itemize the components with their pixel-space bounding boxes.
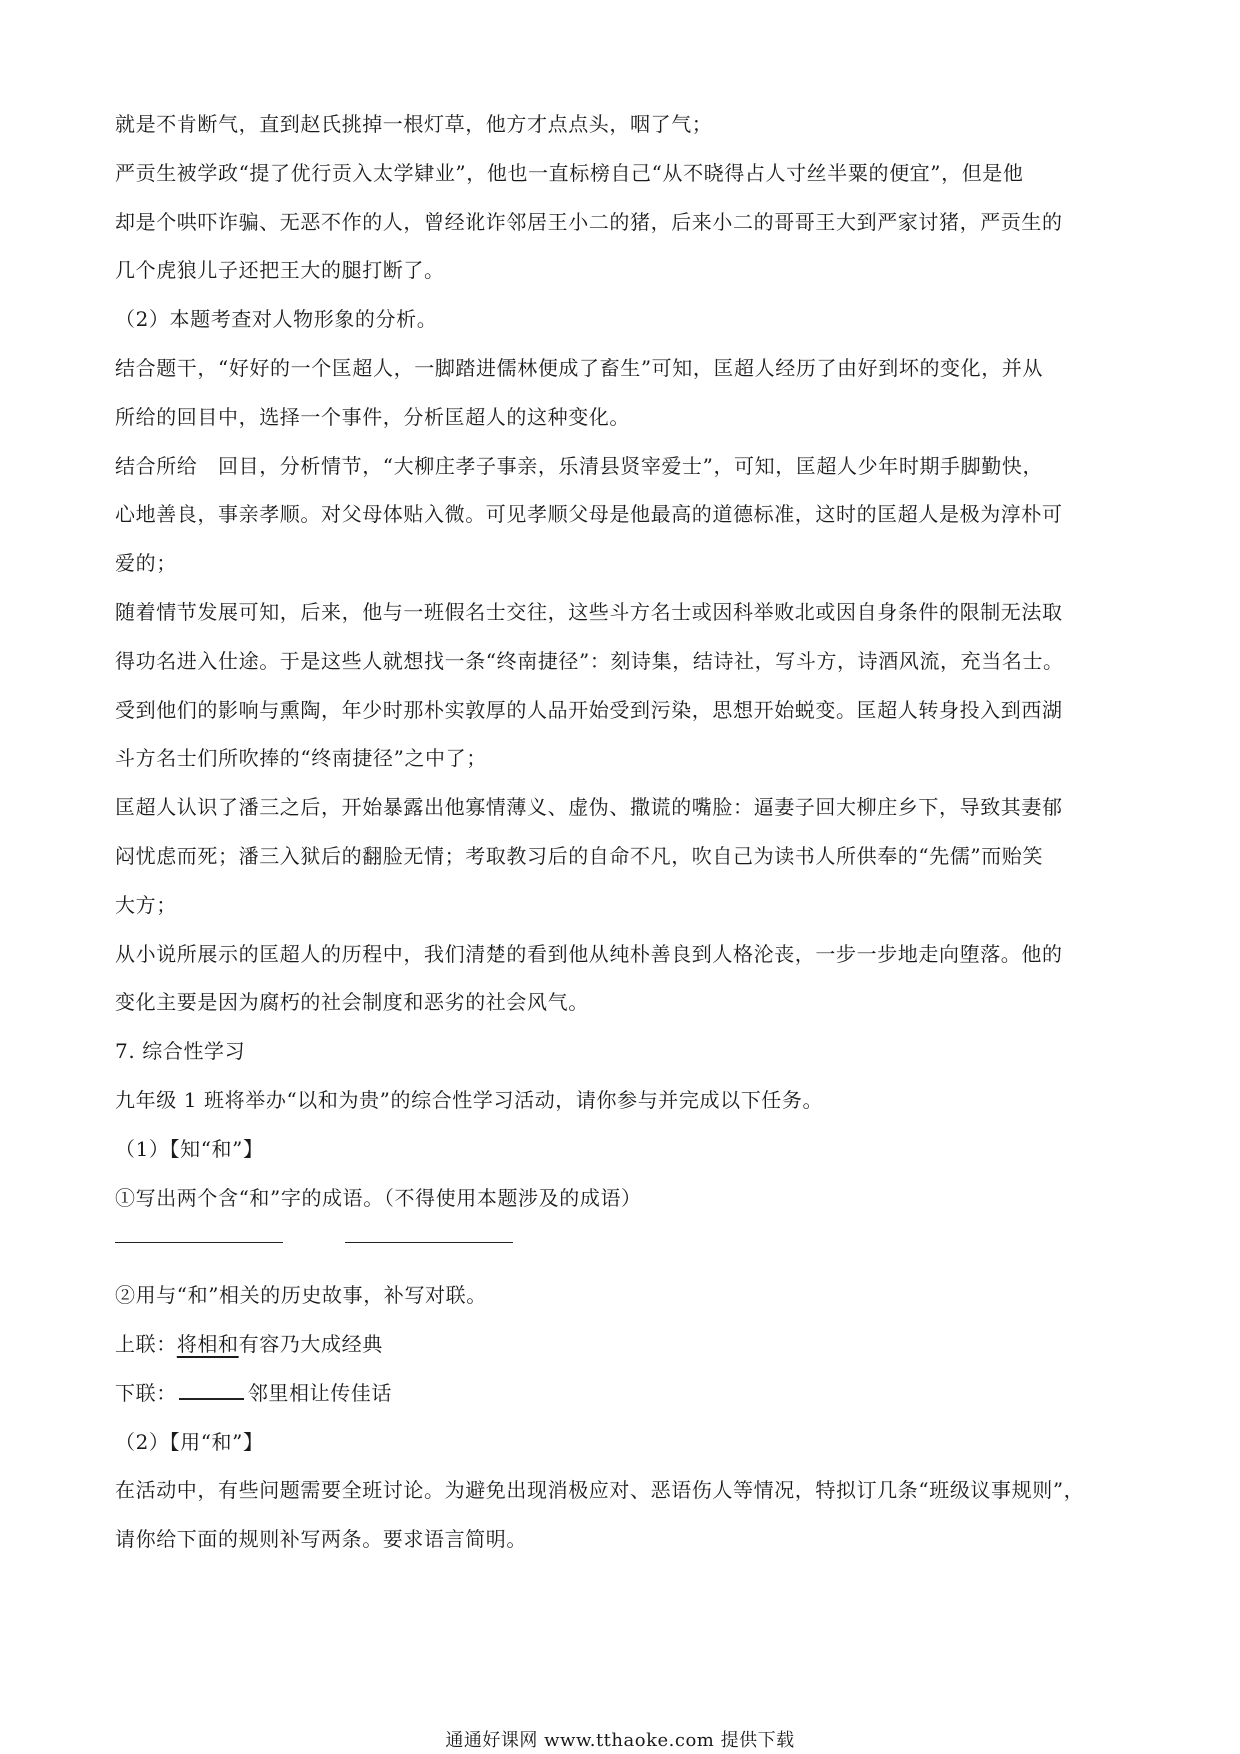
couplet-intro: ②用与“和”相关的历史故事，补写对联。	[115, 1283, 487, 1308]
idiom-answer-blank-2[interactable]	[345, 1242, 513, 1243]
text-line: 请你给下面的规则补写两条。要求语言简明。	[115, 1527, 527, 1552]
text-line: 在活动中，有些问题需要全班讨论。为避免出现消极应对、恶语伤人等情况，特拟订几条“班级议事规则”，	[115, 1478, 1085, 1503]
text-line: 严贡生被学政“提了优行贡入太学肄业”，他也一直标榜自己“从不晓得占人寸丝半粟的便宜”，但是他	[115, 160, 1024, 185]
text-line: 爱的；	[115, 551, 177, 576]
idiom-answer-blank-1[interactable]	[115, 1242, 283, 1243]
text-line: （2）本题考查对人物形象的分析。	[115, 307, 438, 332]
text-line: 受到他们的影响与熏陶，年少时那朴实敦厚的人品开始受到污染，思想开始蜕变。匡超人转身投入到西湖	[115, 697, 1063, 722]
text-line: 匡超人认识了潘三之后，开始暴露出他寡情薄义、虚伪、撒谎的嘴脸：逼妻子回大柳庄乡下，导致其妻郁	[115, 795, 1063, 820]
text-line: 结合所给 回目，分析情节，“大柳庄孝子事亲，乐清县贤宰爱士”，可知，匡超人少年时期手脚勤快，	[115, 453, 1044, 478]
text-line: 大方；	[115, 892, 177, 917]
idiom-answer-blanks	[115, 1222, 1135, 1271]
text-line: 所给的回目中，选择一个事件，分析匡超人的这种变化。	[115, 404, 630, 429]
couplet-lower	[115, 1369, 1135, 1418]
text-line: 变化主要是因为腐朽的社会制度和恶劣的社会风气。	[115, 990, 589, 1015]
couplet-lower-blank[interactable]	[179, 1380, 244, 1400]
text-line: 从小说所展示的匡超人的历程中，我们清楚的看到他从纯朴善良到人格沦丧，一步一步地走向堕落。他的	[115, 941, 1063, 966]
text-line: 结合题干，“好好的一个匡超人，一脚踏进儒林便成了畜生”可知，匡超人经历了由好到坏的变化，并从	[115, 355, 1044, 380]
text-line: 斗方名士们所吹捧的“终南捷径”之中了；	[115, 746, 487, 771]
text-line: ①写出两个含“和”字的成语。（不得使用本题涉及的成语）	[115, 1185, 642, 1210]
text-line: 心地善良，事亲孝顺。对父母体贴入微。可见孝顺父母是他最高的道德标准，这时的匡超人是极为淳朴可	[115, 502, 1063, 527]
couplet-lower-prefix: 下联：	[115, 1380, 177, 1405]
page-footer: 通通好课网 www.tthaoke.com 提供下载	[445, 1730, 795, 1751]
couplet-upper-underlined: 将相和	[176, 1331, 239, 1356]
couplet-upper-prefix: 上联：	[115, 1331, 177, 1356]
text-line: 却是个哄吓诈骗、无恶不作的人，曾经讹诈邻居王小二的猪，后来小二的哥哥王大到严家讨猪，严贡生的	[115, 209, 1063, 234]
text-line: 几个虎狼儿子还把王大的腿打断了。	[115, 258, 445, 283]
text-line: 随着情节发展可知，后来，他与一班假名士交往，这些斗方名士或因科举败北或因自身条件的限制无法取	[115, 599, 1063, 624]
text-line: 得功名进入仕途。于是这些人就想找一条“终南捷径”：刻诗集，结诗社，写斗方，诗酒风流，充当名士。	[115, 648, 1064, 673]
page-content	[115, 100, 1135, 1564]
sub-question-heading: （2）【用“和”】	[115, 1429, 264, 1454]
text-line: 就是不肯断气，直到赵氏挑掉一根灯草，他方才点点头，咽了气；	[115, 112, 713, 136]
couplet-upper	[115, 1320, 1135, 1369]
sub-question-heading: （1）【知“和”】	[115, 1136, 264, 1161]
question-heading: 7. 综合性学习	[115, 1039, 246, 1064]
couplet-upper-rest: 有容乃大成经典	[238, 1331, 383, 1356]
couplet-lower-rest: 邻里相让传佳话	[247, 1380, 393, 1405]
text-line: 闷忧虑而死；潘三入狱后的翻脸无情；考取教习后的自命不凡，吹自己为读书人所供奉的“先儒”而贻笑	[115, 843, 1044, 868]
text-line: 九年级 1 班将举办“以和为贵”的综合性学习活动，请你参与并完成以下任务。	[115, 1087, 824, 1112]
